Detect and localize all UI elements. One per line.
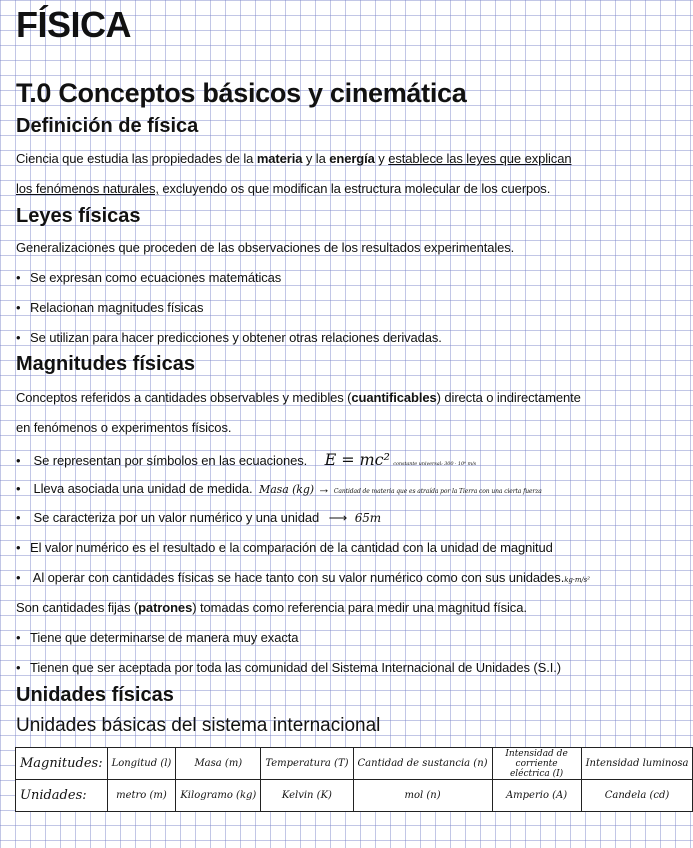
arrow-icon: ⟶	[328, 510, 348, 525]
table-cell: Cantidad de sustancia (n)	[353, 748, 492, 780]
formula-note: constante universal: 300 · 10⁶ m/s	[393, 461, 477, 467]
definicion-line-1: Ciencia que estudia las propiedades de la materia y la energía y establece las leyes que explican	[16, 151, 572, 166]
table-cell: Intensidad de corriente eléctrica (I)	[492, 748, 581, 780]
section-heading-leyes: Leyes físicas	[16, 205, 141, 227]
table-cell: Longitud (l)	[107, 748, 176, 780]
page-title: FÍSICA	[16, 4, 132, 45]
section-heading-magnitudes: Magnitudes físicas	[16, 353, 195, 375]
unidades-subheading: Unidades básicas del sistema internacional	[16, 715, 381, 736]
formula-emc2: E = mc²	[324, 450, 390, 469]
table-cell: Candela (cd)	[581, 780, 693, 812]
units-note: kg·m/s²	[564, 576, 590, 584]
section-heading-unidades: Unidades físicas	[16, 684, 174, 706]
patrones-bullet-1: • Tiene que determinarse de manera muy exacta	[16, 630, 298, 645]
magnitudes-bullet-3: • Se caracteriza por un valor numérico y una unidad ⟶ 65m	[16, 510, 381, 526]
table-row	[16, 748, 693, 780]
table-cell: Amperio (A)	[492, 780, 581, 812]
table-cell: Kelvin (K)	[261, 780, 353, 812]
table-row	[16, 780, 693, 812]
magnitudes-bullet-1: • Se representan por símbolos en las ecuaciones. E = mc² constante universal: 300 · 10⁶ m/s	[16, 450, 476, 469]
chapter-title: T.0 Conceptos básicos y cinemática	[16, 78, 467, 108]
masa-definition-note: Cantidad de materia que es atraída por la Tierra con una cierta fuerza	[333, 488, 542, 495]
table-cell: Magnitudes:	[16, 748, 108, 780]
definicion-line-2: los fenómenos naturales, excluyendo os que modifican la estructura molecular de los cuerpos.	[16, 181, 551, 196]
magnitudes-intro-1: Conceptos referidos a cantidades observables y medibles (cuantificables) directa o indirectamente	[16, 390, 581, 405]
patrones-bullet-2: • Tienen que ser aceptada por toda las comunidad del Sistema Internacional de Unidades (S.I.)	[16, 660, 561, 675]
magnitudes-bullet-2: • Lleva asociada una unidad de medida. Masa (kg) → Cantidad de materia que es atraída por la Tierra con una cierta fuerza	[16, 481, 542, 496]
leyes-intro: Generalizaciones que proceden de las observaciones de los resultados experimentales.	[16, 240, 515, 255]
section-heading-definicion: Definición de física	[16, 115, 199, 137]
arrow-icon: →	[317, 481, 331, 496]
value-example-note: 65m	[354, 511, 382, 525]
leyes-bullet-3: • Se utilizan para hacer predicciones y obtener otras relaciones derivadas.	[16, 330, 442, 345]
leyes-bullet-2: • Relacionan magnitudes físicas	[16, 300, 203, 315]
leyes-bullet-1: • Se expresan como ecuaciones matemáticas	[16, 270, 281, 285]
table-cell: metro (m)	[107, 780, 176, 812]
table-cell: Temperatura (T)	[261, 748, 353, 780]
table-cell: Masa (m)	[176, 748, 261, 780]
masa-note: Masa (kg)	[259, 483, 314, 496]
table-cell: mol (n)	[353, 780, 492, 812]
magnitudes-bullet-4: • El valor numérico es el resultado e la comparación de la cantidad con la unidad de magnitud	[16, 540, 553, 555]
magnitudes-bullet-5: • Al operar con cantidades físicas se hace tanto con su valor numérico como con sus unidades.kg·m/s²	[16, 570, 590, 585]
patrones-line: Son cantidades fijas (patrones) tomadas como referencia para medir una magnitud física.	[16, 600, 527, 615]
magnitudes-intro-2: en fenómenos o experimentos físicos.	[16, 420, 232, 435]
table-cell: Kilogramo (kg)	[176, 780, 261, 812]
table-cell: Unidades:	[16, 780, 108, 812]
units-table	[15, 747, 693, 812]
table-cell: Intensidad luminosa	[581, 748, 693, 780]
